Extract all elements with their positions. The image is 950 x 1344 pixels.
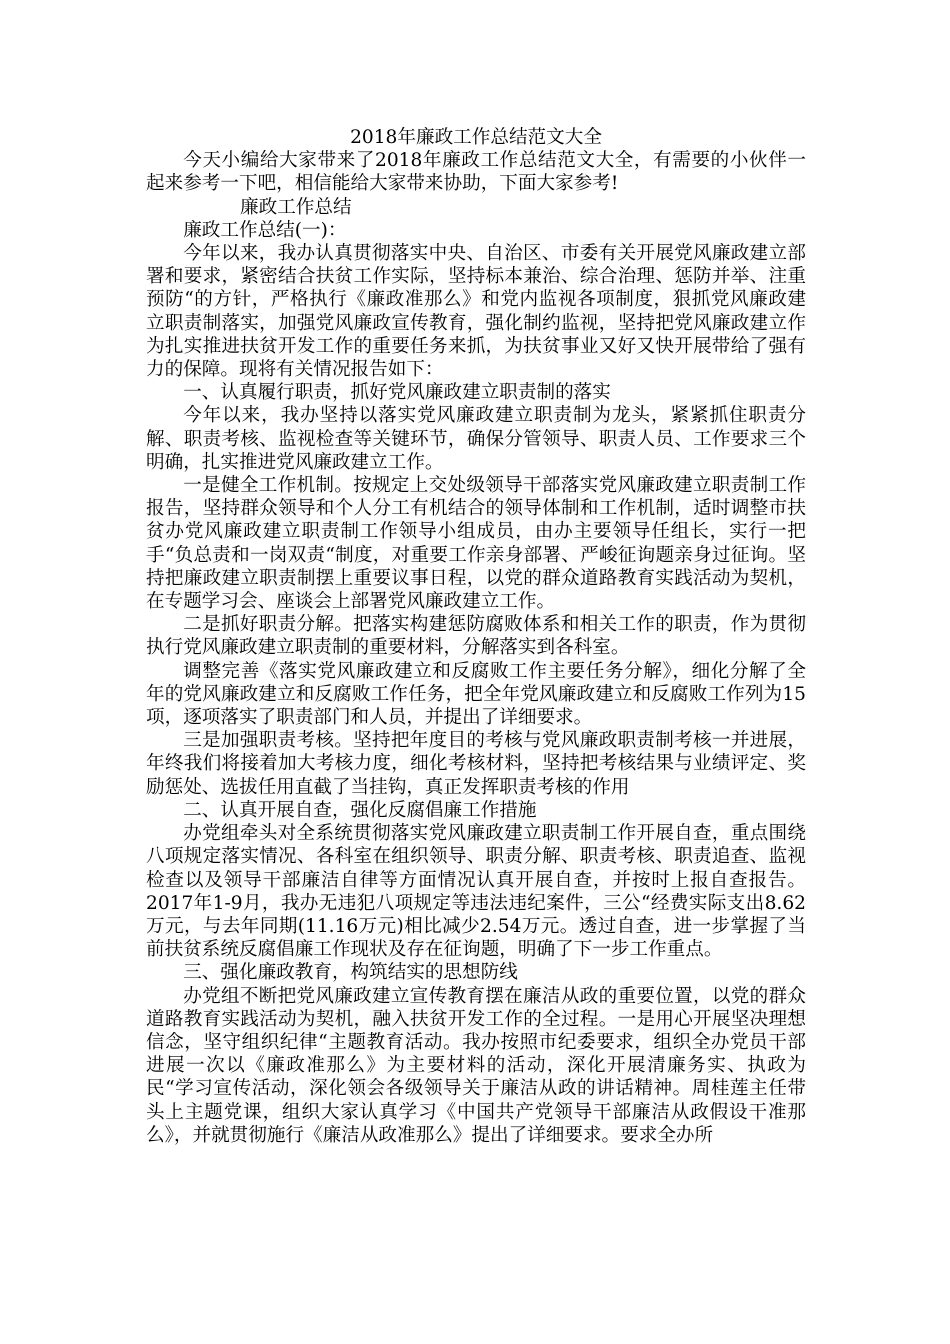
document-subtitle: 廉政工作总结 (240, 196, 352, 218)
body-paragraph: 一是健全工作机制。按规定上交处级领导干部落实党风廉政建立职责制工作报告，坚持群众领导和个人分工有机结合的领导体制和工作机制，适时调整市扶贫办党风廉政建立职责制工作领导小组成员，由办主要领导任组长，实行一把手“负总责和一岗双责“制度，对重要工作亲身部署、严峻征询题亲身过征询。坚持把廉政建立职责制摆上重要议事日程，以党的群众道路教育实践活动为契机，在专题学习会、座谈会上部署党风廉政建立工作。 (146, 475, 806, 613)
body-paragraph: 办党组牵头对全系统贯彻落实党风廉政建立职责制工作开展自查，重点围绕八项规定落实情况、各科室在组织领导、职责分解、职责考核、职责追查、监视检查以及领导干部廉洁自律等方面情况认真开展自查，并按时上报自查报告。2017年1-9月，我办无违犯八项规定等违法违纪案件，三公“经费实际支出8.62万元，与去年同期(11.16万元)相比减少2.54万元。透过自查，进一步掌握了当前扶贫系统反腐倡廉工作现状及存在征询题，明确了下一步工作重点。 (146, 823, 806, 961)
body-paragraph: 三是加强职责考核。坚持把年度目的考核与党风廉政职责制考核一并进展，年终我们将接着加大考核力度，细化考核材料，坚持把考核结果与业绩评定、奖励惩处、选拔任用直截了当挂钩，真正发挥职责考核的作用 (146, 730, 806, 798)
document-title: 2018年廉政工作总结范文大全 (350, 127, 602, 148)
body-paragraph: 调整完善《落实党风廉政建立和反腐败工作主要任务分解》，细化分解了全年的党风廉政建立和反腐败工作任务，把全年党风廉政建立和反腐败工作列为15项，逐项落实了职责部门和人员，并提出了详细要求。 (146, 660, 806, 729)
heading-2: 二、认真开展自查，强化反腐倡廉工作措施 (183, 799, 537, 821)
body-paragraph: 办党组不断把党风廉政建立宣传教育摆在廉洁从政的重要位置，以党的群众道路教育实践活动为契机，融入扶贫开发工作的全过程。一是用心开展坚决理想信念，坚守组织纪律“主题教育活动。我办按照市纪委要求，组织全办党员干部进展一次以《廉政准那么》为主要材料的活动，深化开展清廉务实、执政为民“学习宣传活动，深化领会各级领导关于廉洁从政的讲话精神。周桂莲主任带头上主题党课，组织大家认真学习《中国共产党领导干部廉洁从政假设干准那么》，并就贯彻施行《廉洁从政准那么》提出了详细要求。要求全办所 (146, 985, 806, 1146)
section-label: 廉政工作总结(一)： (183, 219, 347, 241)
body-paragraph: 今年以来，我办认真贯彻落实中央、自治区、市委有关开展党风廉政建立部署和要求，紧密结合扶贫工作实际，坚持标本兼治、综合治理、惩防并举、注重预防“的方针，严格执行《廉政准那么》和党内监视各项制度，狠抓党风廉政建立职责制落实，加强党风廉政宣传教育，强化制约监视，坚持把党风廉政建立作为扎实推进扶贫开发工作的重要任务来抓，为扶贫事业又好又快开展带给了强有力的保障。现将有关情况报告如下： (146, 243, 806, 381)
heading-3: 三、强化廉政教育，构筑结实的思想防线 (183, 962, 518, 984)
body-paragraph: 今年以来，我办坚持以落实党风廉政建立职责制为龙头，紧紧抓住职责分解、职责考核、监视检查等关键环节，确保分管领导、职责人员、工作要求三个明确，扎实推进党风廉政建立工作。 (146, 405, 806, 473)
heading-1: 一、认真履行职责，抓好党风廉政建立职责制的落实 (183, 382, 611, 404)
body-paragraph: 二是抓好职责分解。把落实构建惩防腐败体系和相关工作的职责，作为贯彻执行党风廉政建立职责制的重要材料，分解落实到各科室。 (146, 614, 806, 659)
intro-paragraph: 今天小编给大家带来了2018年廉政工作总结范文大全，有需要的小伙伴一起来参考一下吧，相信能给大家带来协助，下面大家参考! (146, 150, 806, 195)
document-page (146, 126, 806, 1147)
